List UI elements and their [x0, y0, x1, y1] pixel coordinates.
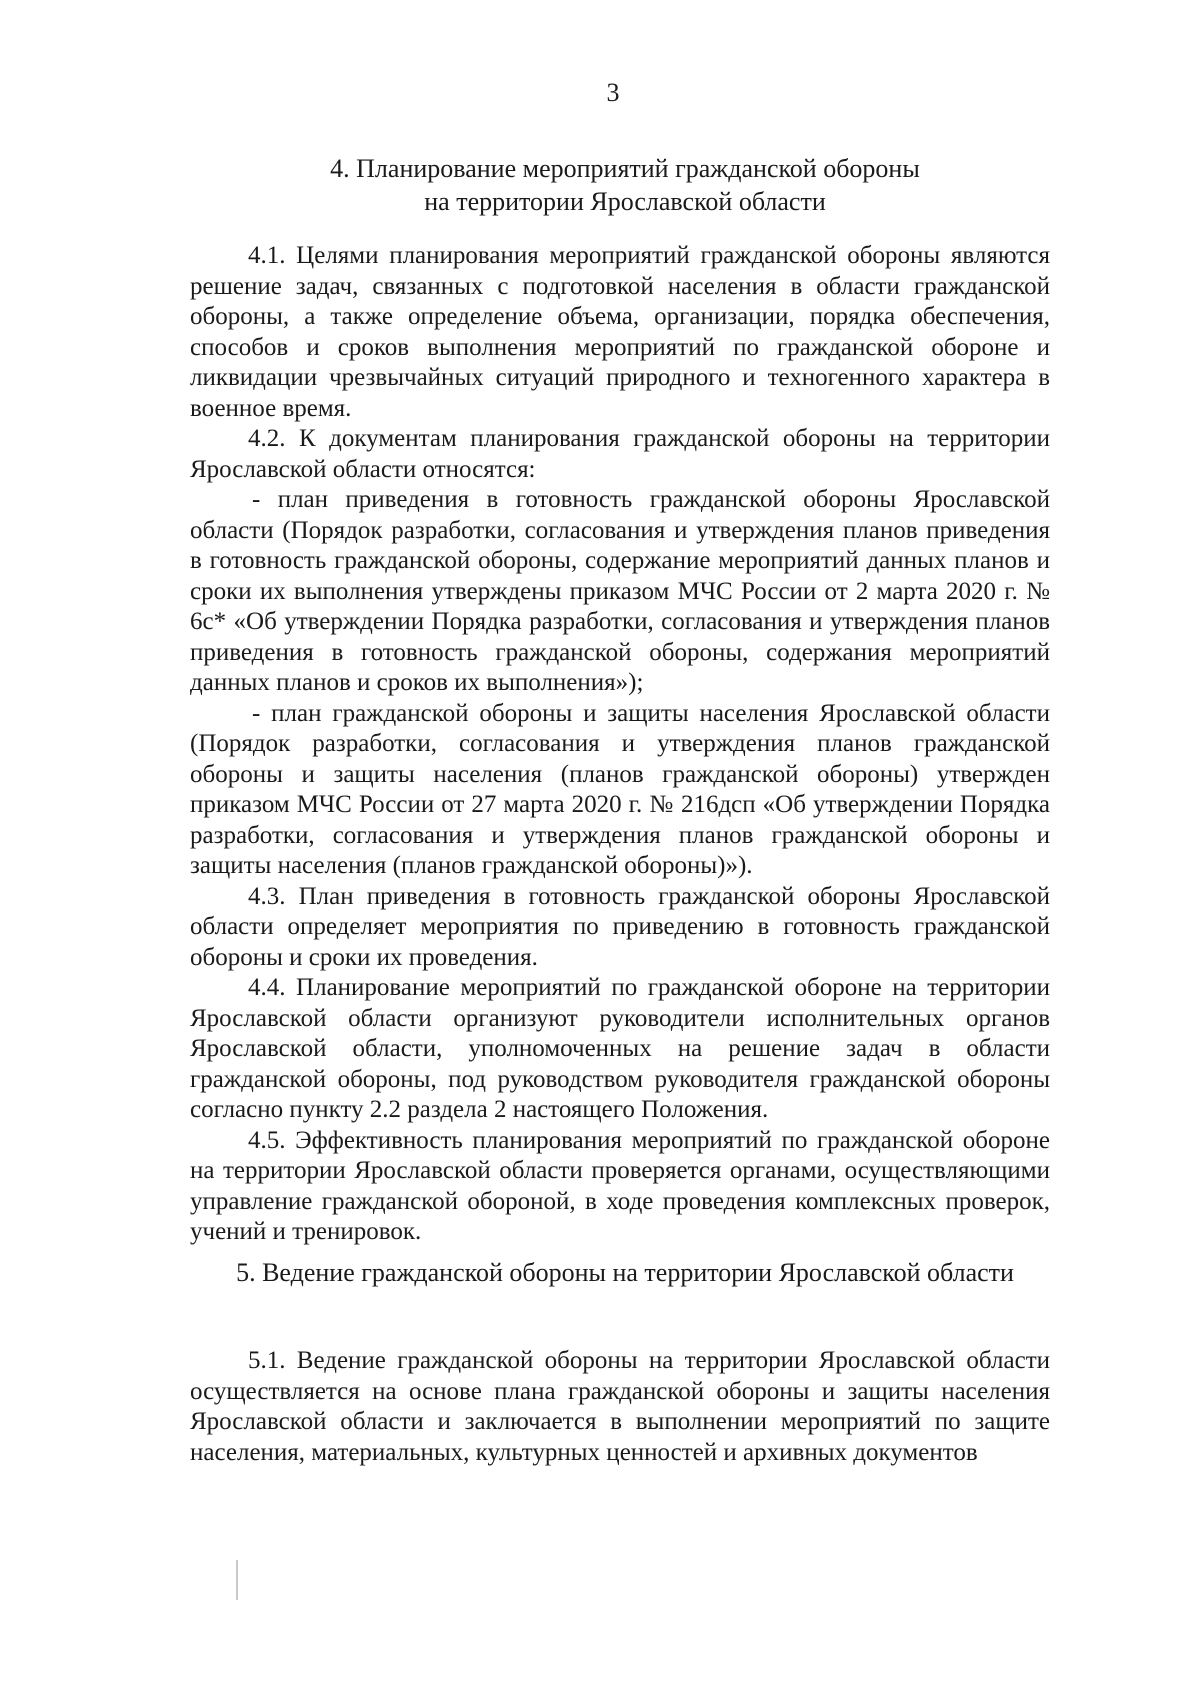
paragraph-4-2: 4.2. К документам планирования гражданской обороны на территории Ярославской области относятся:	[190, 425, 1050, 483]
paragraph-4-3: 4.3. План приведения в готовность гражданской обороны Ярославской области определяет мероприятия по приведению в готовность гражданской обороны и сроки их проведения.	[190, 882, 1050, 971]
list-item-readiness-plan: - план приведения в готовность гражданской обороны Ярославской области (Порядок разработки, согласования и утверждения планов приведения в готовность гражданской обороны, содержание мероприятий данных планов и сроки их выполнения утверждены приказом МЧС России от 2 марта 2020 г. № 6с* «Об утверждении Порядка разработки, согласования и утверждения планов приведения в готовность гражданской обороны, содержания мероприятий данных планов и сроков их выполнения»);	[190, 486, 1050, 696]
scan-artifact	[236, 1560, 238, 1600]
paragraph-4-4: 4.4. Планирование мероприятий по гражданской обороне на территории Ярославской области организуют руководители исполнительных органов Ярославской области, уполномоченных на решение задач в области гражданской обороны, под руководством руководителя гражданской обороны согласно пункту 2.2 раздела 2 настоящего Положения.	[190, 974, 1050, 1123]
paragraph-4-1: 4.1. Целями планирования мероприятий гражданской обороны являются решение задач, связанных с подготовкой населения в области гражданской обороны, а также определение объема, организации, порядка обеспечения, способов и сроков выполнения мероприятий по гражданской обороне и ликвидации чрезвычайных ситуаций природного и техногенного характера в военное время.	[190, 242, 1050, 422]
list-item-civil-defense-plan: - план гражданской обороны и защиты населения Ярославской области (Порядок разработки, согласования и утверждения планов гражданской обороны и защиты населения (планов гражданской обороны) утвержден приказом МЧС России от 27 марта 2020 г. № 216дсп «Об утверждении Порядка разработки, согласования и утверждения планов гражданской обороны и защиты населения (планов гражданской обороны)»).	[190, 699, 1050, 879]
paragraph-5-1: 5.1. Ведение гражданской обороны на территории Ярославской области осуществляется на основе плана гражданской обороны и защиты населения Ярославской области и заключается в выполнении мероприятий по защите населения, материальных, культурных ценностей и архивных документов	[190, 1347, 1050, 1466]
section-4-heading-line-1: 4. Планирование мероприятий гражданской обороны	[330, 154, 920, 183]
section-5-heading-line: 5. Ведение гражданской обороны на территории Ярославской области	[236, 1258, 1014, 1287]
section-5-heading	[180, 1256, 1070, 1289]
section-4-body	[190, 241, 1050, 1248]
section-4-heading	[185, 152, 1065, 218]
section-4-heading-line-2: на территории Ярославской области	[424, 187, 826, 216]
section-5-body	[190, 1346, 1050, 1468]
paragraph-4-5: 4.5. Эффективность планирования мероприятий по гражданской обороне на территории Ярославской области проверяется органами, осуществляющими управление гражданской обороной, в ходе проведения комплексных проверок, учений и тренировок.	[190, 1126, 1050, 1245]
page-number: 3	[606, 78, 620, 107]
